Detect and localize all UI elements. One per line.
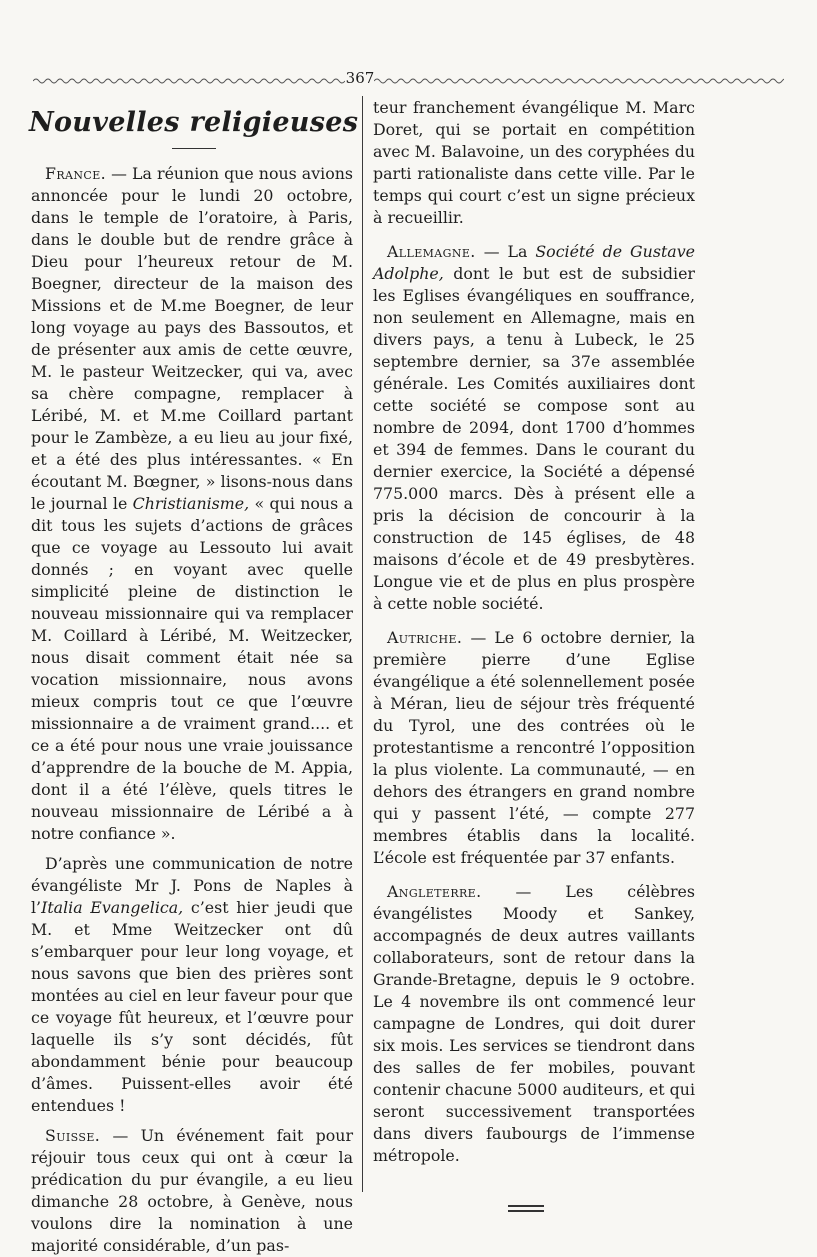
article-text-b-pons: c’est hier jeudi que M. et Mme Weitzecker ont dû s’embarquer pour leur long voyage, et nous savons que bien des prières sont montées au ciel en leur faveur pour que ce voyage fût heureux, et l’œuvre pour laquelle ils s’y sont décidés, fût abondamment bénie pour beaucoup d’âmes. Puissent-elles avoir été entendues ! [31, 898, 353, 1115]
article-text-angleterre: — Les célèbres évangélistes Moody et Sankey, accompagnés de deux autres vaillants collaborateurs, sont de retour dans la Grande-Bretagne, depuis le 9 octobre. Le 4 novembre ils ont commencé leur campagne de Londres, qui doit durer six mois. Les services se tiendront dans des salles de fer mobiles, pouvant contenir chacune 5000 auditeurs, et qui seront successivement transportées dans divers faubourgs de l’immense métropole. [373, 882, 695, 1165]
article-text-b-allemagne: dont le but est de subsidier les Eglises évangéliques en souffrance, non seulement en Allemagne, mais en divers pays, a tenu à Lubeck, le 25 septembre dernier, sa 37e assemblée générale. Les Comités auxiliaires dont cette société se compose sont au nombre de 2094, dont 1700 d’hommes et 394 de femmes. Dans le courant du dernier exercice, la Société a dépensé 775.000 marcs. Dès à présent elle a pris la décision de concourir à la construction de 145 églises, de 48 maisons d’école et de 49 presbytères. Longue vie et de plus en plus prospère à cette noble société. [373, 264, 695, 613]
article-suisse-continued [373, 97, 695, 229]
end-ornament [508, 1205, 544, 1212]
article-label-france: France. [45, 164, 107, 183]
header-rule-left [33, 69, 345, 87]
article-text-a-pons: D’après une communication de notre évangéliste Mr J. Pons de Naples à l’ [31, 854, 353, 917]
article-autriche [373, 627, 695, 869]
article-text-suisse-continued: teur franchement évangélique M. Marc Doret, qui se portait en compétition avec M. Balavoine, un des coryphées du parti rationaliste dans cette ville. Par le temps qui court c’est un signe précieux à recueillir. [373, 98, 695, 227]
article-text-france: — La réunion que nous avions annoncée pour le lundi 20 octobre, dans le temple de l’oratoire, à Paris, dans le double but de rendre grâce à Dieu pour l’heureux retour de M. Boegner, directeur de la maison des Missions et de M.me Boegner, de leur long voyage au pays des Bassoutos, et de présenter aux amis de cette œuvre, M. le pasteur Weitzecker, qui va, avec sa chère compagne, remplacer à Léribé, M. et M.me Coillard partant pour le Zambèze, a eu lieu au jour fixé, et a été des plus intéressantes. « En écoutant M. Bœgner, » lisons-nous dans le journal le [31, 164, 353, 513]
journal-italia-evangelica: Italia Evangelica, [41, 898, 184, 917]
article-quote-france: « qui nous a dit tous les sujets d’actions de grâces que ce voyage au Lessouto lui avait donnés ; en voyant avec quelle simplicité pleine de distinction le nouveau missionnaire qui va remplacer M. Coillard à Léribé, M. Weitzecker, nous disait comment était née sa vocation missionnaire, nous avons mieux compris tout ce que l’œuvre missionnaire a de vraiment grand.... et ce a été pour nous une vraie jouissance d’apprendre de la bouche de M. Appia, dont il a été l’élève, quels titres le nouveau missionnaire de Léribé a à notre confiance ». [31, 494, 353, 843]
article-label-autriche: Autriche. [387, 628, 463, 647]
left-column [29, 96, 359, 1257]
article-allemagne [373, 241, 695, 615]
article-france [31, 163, 353, 845]
article-france-continued [31, 853, 353, 1117]
title-dash [172, 148, 216, 149]
article-label-angleterre: Angleterre. [387, 882, 482, 901]
column-divider [362, 96, 363, 1192]
article-label-suisse: Suisse. [45, 1126, 101, 1145]
article-label-allemagne: Allemagne. [387, 242, 476, 261]
section-title: Nouvelles religieuses [29, 107, 359, 138]
header-rule-right [374, 69, 784, 87]
article-angleterre [373, 881, 695, 1167]
article-suisse [31, 1125, 353, 1257]
article-text-a-allemagne: — La [475, 242, 536, 261]
article-text-suisse: — Un événement fait pour réjouir tous ceux qui ont à cœur la prédication du pur évangile, a eu lieu dimanche 28 octobre, à Genève, nous voulons dire la nomination à une majorité considérable, d’un pas- [31, 1126, 353, 1255]
journal-christianisme: Christianisme, [132, 494, 250, 513]
society-name: Société de Gustave Adolphe, [373, 242, 695, 283]
page-number: 367 [345, 69, 375, 87]
article-text-autriche: — Le 6 octobre dernier, la première pierre d’une Eglise évangélique a été solennellement posée à Méran, lieu de séjour très fréquenté du Tyrol, une des contrées où le protestantisme a rencontré l’opposition la plus violente. La communauté, — en dehors des étrangers en grand nombre qui y passent l’été, — compte 277 membres établis dans la localité. L’école est fréquentée par 37 enfants. [373, 628, 695, 867]
right-column [373, 97, 695, 1215]
